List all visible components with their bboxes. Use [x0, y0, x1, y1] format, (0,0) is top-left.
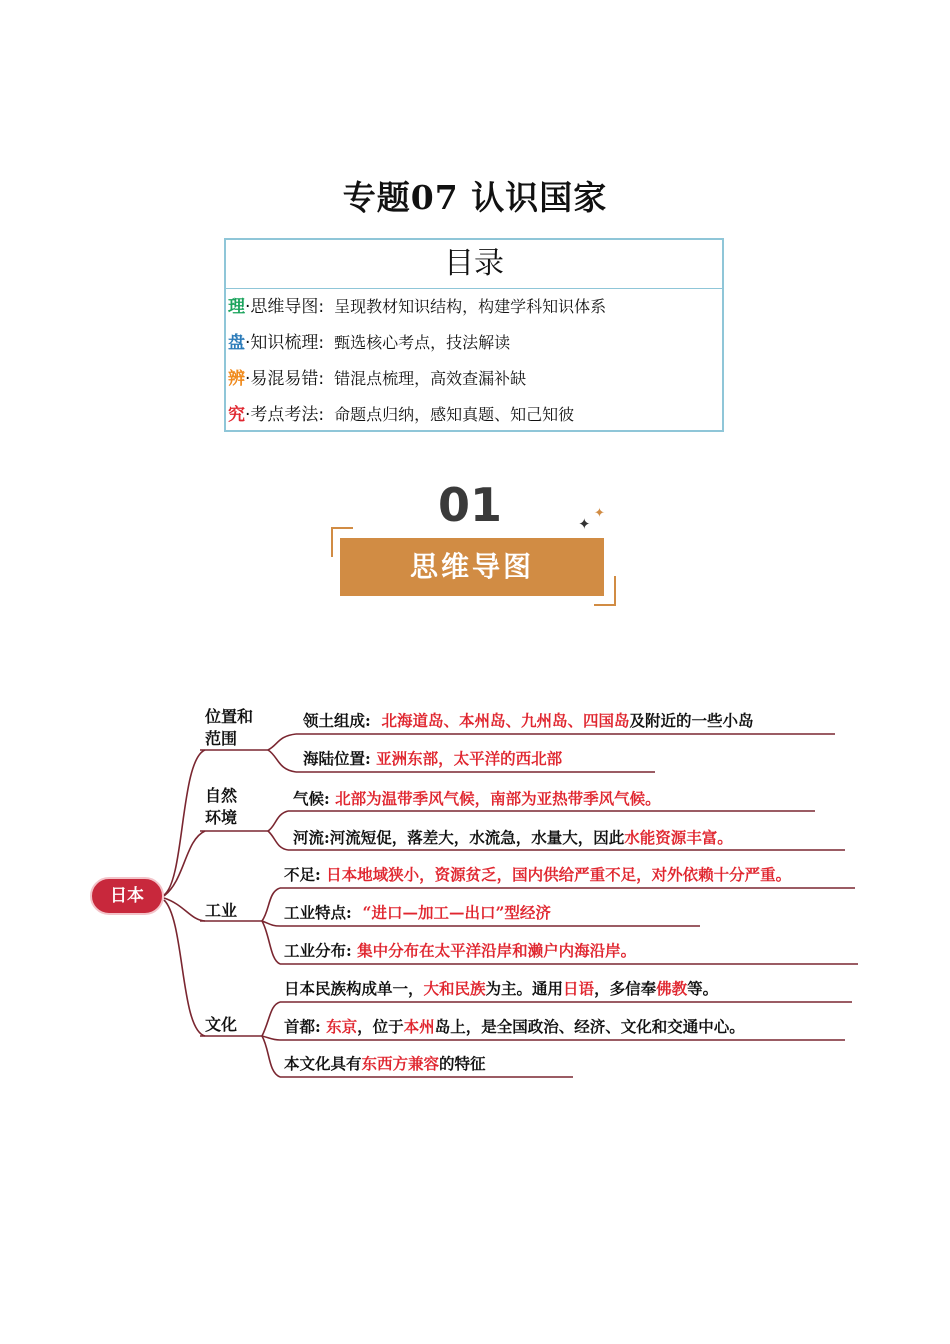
leaf-capital: 首都: 东京，位于本州岛上，是全国政治、经济、文化和交通中心。 [284, 1017, 745, 1036]
section-number: 01 [437, 478, 502, 532]
sparkle-icon: ✦ [594, 506, 605, 521]
mindmap-root: 日本 [90, 877, 164, 915]
leaf-ethnic: 日本民族构成单一，大和民族为主。通用日语，多信奉佛教等。 [284, 979, 719, 998]
toc-name: ·易混易错: [245, 369, 325, 389]
branch-nature: 自然 环境 [205, 786, 238, 827]
toc-heading: 目录 [226, 240, 722, 289]
toc-name: ·思维导图: [245, 297, 325, 317]
toc-key: 究 [228, 405, 245, 425]
leaf-location: 海陆位置: 亚洲东部，太平洋的西北部 [303, 749, 563, 768]
toc-key: 辨 [228, 369, 245, 389]
leaf-industry-feature: 工业特点: “进口—加工—出口”型经济 [284, 903, 551, 922]
toc-name: ·知识梳理: [245, 333, 325, 353]
toc-name: ·考点考法: [245, 405, 325, 425]
branch-position: 位置和 范围 [205, 707, 254, 748]
leaf-climate: 气候: 北部为温带季风气候，南部为亚热带季风气候。 [293, 789, 661, 808]
toc-key: 理 [228, 297, 245, 317]
sparkle-icon: ✦ [578, 515, 591, 533]
leaf-industry-distribution: 工业分布: 集中分布在太平洋沿岸和濑户内海沿岸。 [284, 941, 637, 960]
section-banner-label: 思维导图 [409, 550, 534, 583]
toc-desc: 呈现教材知识结构，构建学科知识体系 [334, 297, 607, 316]
leaf-shortage: 不足: 日本地域狭小，资源贫乏，国内供给严重不足，对外依赖十分严重。 [284, 865, 792, 884]
page-title: 专题07 认识国家 [342, 178, 608, 217]
toc-desc: 甄选核心考点，技法解读 [334, 333, 511, 352]
leaf-territory: 领土组成: 北海道岛、本州岛、九州岛、四国岛及附近的一些小岛 [303, 711, 754, 730]
toc-key: 盘 [228, 333, 245, 353]
leaf-rivers: 河流:河流短促，落差大，水流急，水量大，因此水能资源丰富。 [293, 828, 733, 847]
toc-desc: 错混点梳理，高效查漏补缺 [334, 369, 527, 388]
branch-industry: 工业 [205, 901, 238, 920]
leaf-culture-blend: 本文化具有东西方兼容的特征 [284, 1054, 486, 1073]
toc-desc: 命题点归纳，感知真题、知己知彼 [334, 405, 575, 424]
branch-culture: 文化 [205, 1015, 238, 1034]
